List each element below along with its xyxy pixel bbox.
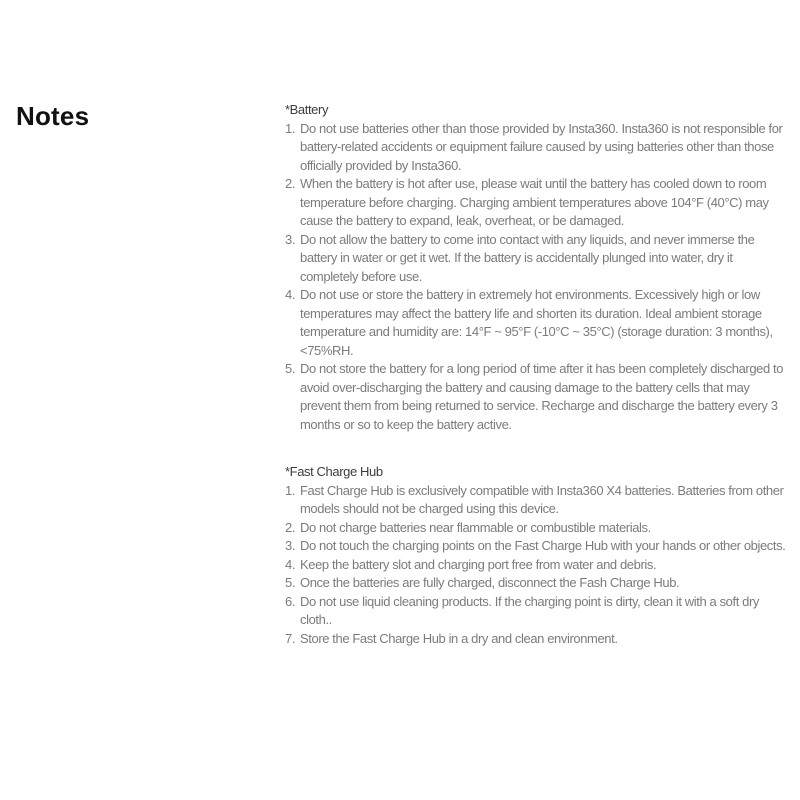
note-item: Do not allow the battery to come into contact with any liquids, and never immerse the battery in water or get it wet. If the battery is accidentally plunged into water, dry it completely before use.: [300, 231, 755, 284]
note-item: Do not charge batteries near flammable or combustible materials.: [300, 519, 651, 535]
note-item: Store the Fast Charge Hub in a dry and clean environment.: [300, 630, 618, 646]
page-title: Notes: [16, 101, 90, 131]
section-heading-battery: *Battery: [285, 102, 329, 117]
note-item: Do not use liquid cleaning products. If the charging point is dirty, clean it with a soft dry cloth..: [300, 593, 759, 627]
note-item: Do not use or store the battery in extremely hot environments. Excessively high or low temperatures may affect the battery life and shorten its duration. Ideal ambient storage temperature and humidity are: 14°F ~ 95°F (-10°C ~ 35°C) (storage duration: 3 months), <75%RH.: [300, 287, 773, 358]
note-item: Do not use batteries other than those provided by Insta360. Insta360 is not responsible for battery-related accidents or equipment failure caused by using batteries other than those officially provided by Insta360.: [300, 120, 783, 173]
note-item: Do not touch the charging points on the Fast Charge Hub with your hands or other objects.: [300, 538, 786, 553]
section-fast-charge-hub: [285, 463, 786, 648]
note-item: Do not store the battery for a long period of time after it has been completely discharged to avoid over-discharging the battery and causing damage to the battery cells that may prevent them from being returned to service. Recharge and discharge the battery every 3 months or so to keep the battery active.: [300, 361, 784, 432]
section-battery: [285, 101, 786, 434]
battery-notes-list: [285, 120, 786, 435]
notes-content: [285, 101, 786, 648]
fast-charge-hub-notes-list: [285, 482, 786, 649]
section-heading-fast-charge-hub: *Fast Charge Hub: [285, 464, 383, 479]
note-item: Once the batteries are fully charged, disconnect the Fash Charge Hub.: [300, 575, 680, 590]
note-item: Fast Charge Hub is exclusively compatible with Insta360 X4 batteries. Batteries from other models should not be charged using this device.: [300, 482, 784, 516]
note-item: Keep the battery slot and charging port free from water and debris.: [300, 556, 657, 572]
note-item: When the battery is hot after use, please wait until the battery has cooled down to room temperature before charging. Charging ambient temperatures above 104°F (40°C) may cause the battery to expand, leak, overheat, or be damaged.: [300, 176, 769, 228]
